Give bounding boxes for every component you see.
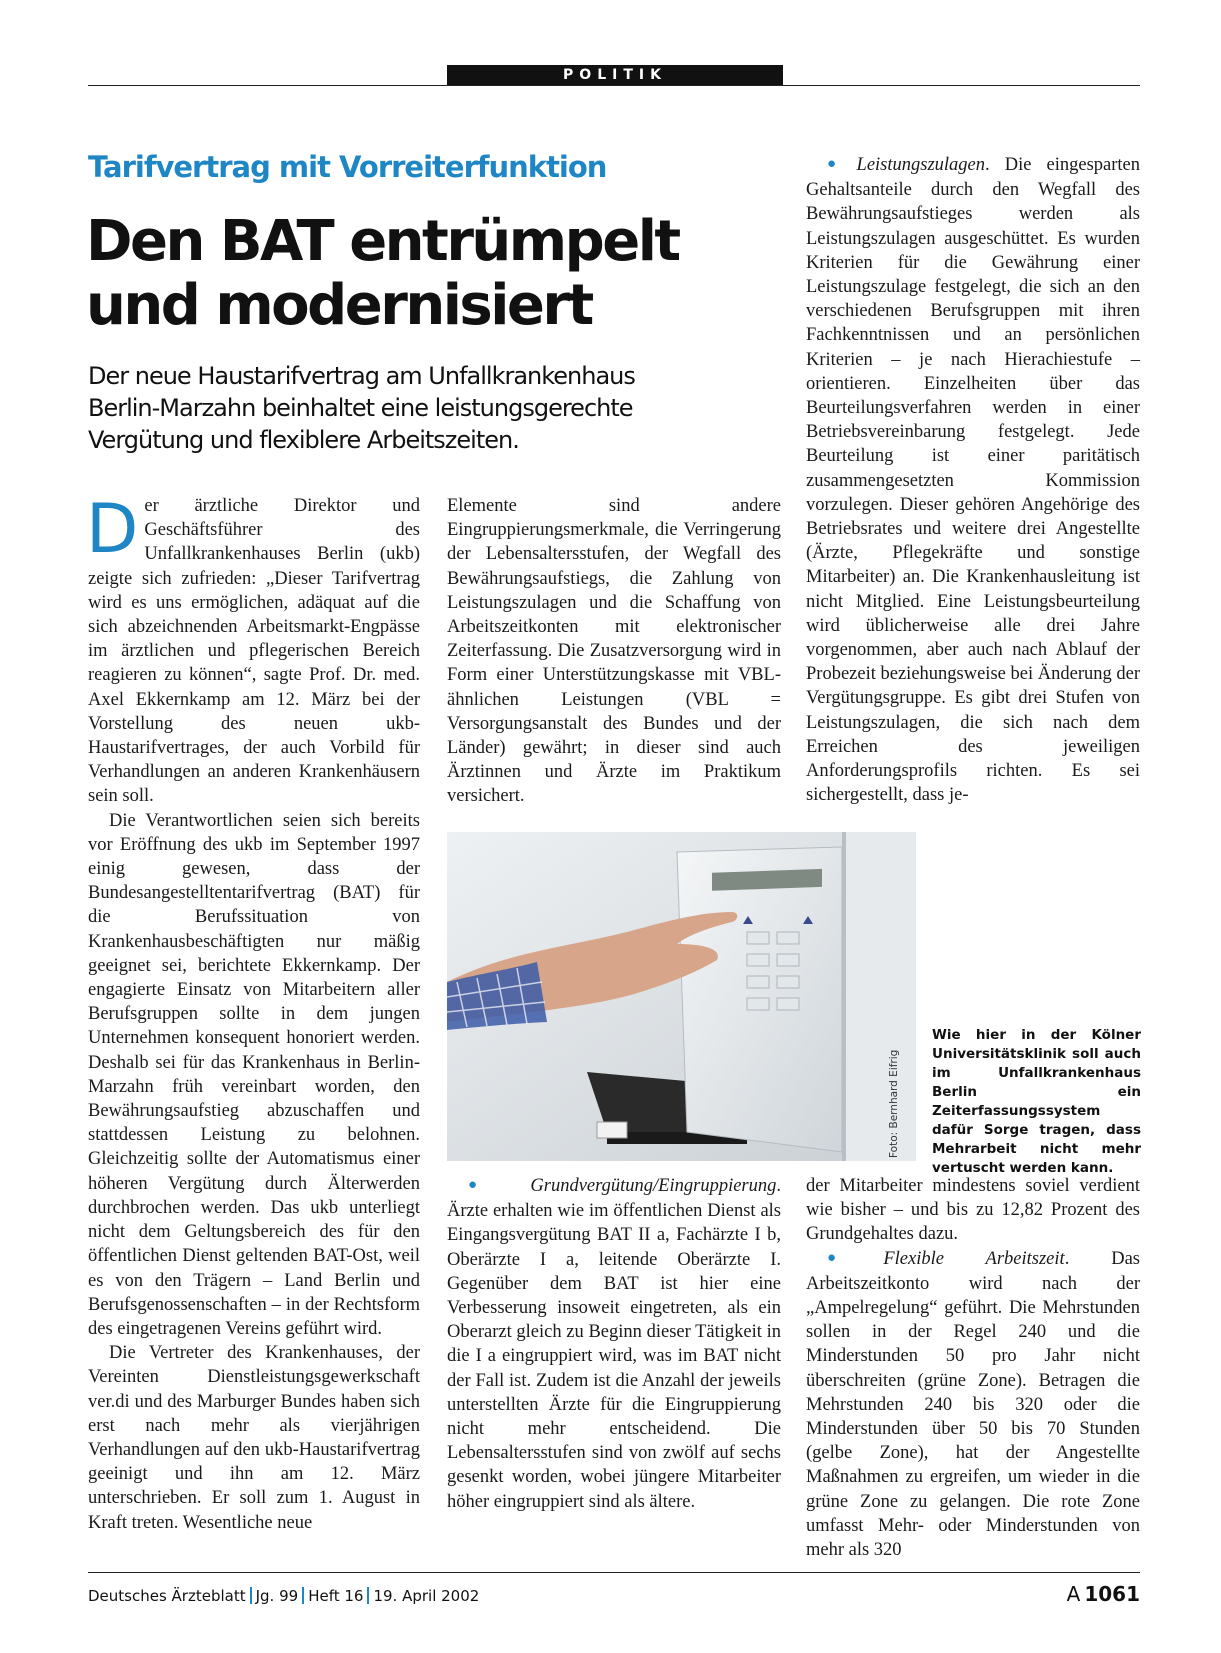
paragraph-grundverguetung: [447, 1174, 781, 1514]
section-label: POLITIK: [447, 65, 783, 85]
bullet-icon: ●: [827, 156, 847, 172]
separator: [250, 1587, 252, 1604]
subhead-label: Leistungszulagen: [856, 155, 986, 175]
subhead-label: Flexible Arbeitszeit: [883, 1248, 1065, 1269]
paragraph-text: . Das Arbeitszeitkonto wird nach der „Ampelregelung“ geführt. Die Mehrstunden sollen in der Regel 240 und die Minderstunden 50 pro Jahr nicht überschreiten (grüne Zone). Betragen die Mehrstunden 240 bis 320 oder die Minderstunden über 50 bis 70 Stunden (gelbe Zone), hat der Angestellte Maßnahmen zu ergreifen, um wieder in die grüne Zone zu gelangen. Die rote Zone umfasst Mehr- oder Minderstunden von mehr als 320: [806, 1248, 1140, 1561]
journal-issue: Heft 16: [308, 1587, 364, 1605]
lead-line-1: Der neue Haustarifvertrag am Unfallkrankenhaus: [88, 362, 635, 390]
column-3-top: [806, 153, 1140, 807]
photo-credit: Foto: Bernhard Eifrig: [888, 1049, 900, 1158]
footer-citation: [88, 1587, 479, 1605]
article-kicker: Tarifvertrag mit Vorreiterfunktion: [88, 150, 607, 184]
journal-name: Deutsches Ärzteblatt: [88, 1587, 246, 1605]
time-clock-photo: [447, 832, 916, 1161]
paragraph-text: . Ärzte erhalten wie im öffentlichen Dienst als Eingangsvergütung BAT II a, Fachärzte I b, Oberärzte I a, leitende Oberärzte I. Gegenüber dem BAT ist hier eine Verbesserung insoweit eingetreten, als ein Oberarzt gleich zu Beginn dieser Tätigkeit in die I a eingruppiert wird, was im BAT nicht der Fall ist. Zudem ist die Anzahl der jeweils unterstellten Ärzte für die Eingruppierung nicht mehr entscheidend. Die Lebensaltersstufen sind von zwölf auf sechs gesenkt worden, wobei jüngere Mitarbeiter höher eingruppiert sind als ältere.: [447, 1176, 781, 1512]
paragraph-leistungszulagen: [806, 153, 1140, 807]
headline-line-1: Den BAT entrümpelt: [86, 209, 679, 274]
column-2-top: [447, 494, 781, 809]
column-3-bottom: [806, 1174, 1140, 1562]
journal-date: 19. April 2002: [373, 1587, 480, 1605]
paragraph: Elemente sind andere Eingruppierungsmerkmale, die Verringerung der Lebensaltersstufen, der Wegfall des Bewährungsaufstiegs, die Zahlung von Leistungszulagen und die Schaffung von Arbeitszeitkonten mit elektronischer Zeiterfassung. Die Zusatzversorgung wird in Form einer Unterstützungskasse mit VBL-ähnlichen Leistungen (VBL = Versorgungsanstalt des Bundes und der Länder) gewährt; in dieser sind auch Ärztinnen und Ärzte im Praktikum versichert.: [447, 496, 781, 807]
header-rule: [88, 85, 1140, 86]
article-headline: [86, 210, 786, 338]
separator: [367, 1587, 369, 1604]
column-2-bottom: [447, 1174, 781, 1514]
column-1: [86, 490, 420, 1535]
headline-line-2: und modernisiert: [86, 273, 592, 338]
journal-volume: Jg. 99: [255, 1587, 299, 1605]
page-prefix: A: [1066, 1582, 1081, 1606]
paragraph: der Mitarbeiter mindestens soviel verdient wie bisher – und bis zu 12,82 Prozent des Grundgehaltes dazu.: [806, 1176, 1140, 1245]
article-lead: [88, 360, 788, 456]
photo-caption: Wie hier in der Kölner Universitätsklinik soll auch im Unfallkrankenhaus Berlin ein Zeiterfassungssystem dafür Sorge tragen, dass Mehrarbeit nicht mehr vertuscht werden kann.: [932, 1027, 1141, 1176]
subhead-label: Grundvergütung/Eingruppierung: [530, 1176, 777, 1196]
paragraph-intro: [86, 490, 420, 809]
paragraph-flexible-arbeitszeit: [806, 1247, 1140, 1563]
lead-line-2: Berlin-Marzahn beinhaltet eine leistungsgerechte: [88, 394, 633, 422]
article-photo: [447, 832, 916, 1161]
page-number: [1067, 1582, 1140, 1606]
lead-line-3: Vergütung und flexiblere Arbeitszeiten.: [88, 426, 519, 454]
paragraph-intro-text: er ärztliche Direktor und Geschäftsführer des Unfallkrankenhauses Berlin (ukb) zeigte sich zufrieden: „Dieser Tarifvertrag wird es uns ermöglichen, adäquat auf die sich abzeichnenden Arbeitsmarkt-Engpässe im ärztlichen und pflegerischen Bereich reagieren zu können“, sagte Prof. Dr. med. Axel Ekkernkamp am 12. März bei der Vorstellung des neuen ukb-Haustarifvertrages, der auch Vorbild für Verhandlungen an anderen Krankenhäusern sein soll.: [88, 496, 420, 807]
bullet-icon: ●: [468, 1177, 521, 1193]
paragraph: Die Vertreter des Krankenhauses, der Vereinten Dienstleistungsgewerkschaft ver.di und des Marburger Bundes haben sich erst nach mehr als vierjährigen Verhandlungen auf den ukb-Haustarifvertrag geeinigt und ihn am 12. März unterschrieben. Er soll zum 1. August in Kraft treten. Wesentliche neue: [88, 1343, 420, 1533]
paragraph-text: . Die eingesparten Gehaltsanteile durch den Wegfall des Bewährungsaufstieges werden als Leistungszulagen ausgeschüttet. Es wurden Kriterien für die Gewährung einer Leistungszulage festgelegt, die sich an den verschiedenen Berufsgruppen mit ihren Fachkenntnissen und an persönlichen Kriterien – je nach Hierachiestufe – orientieren. Einzelheiten über das Beurteilungsverfahren werden in einer Betriebsvereinbarung festgelegt. Jede Beurteilung ist einer paritätisch zusammengesetzten Kommission vorzulegen. Dieser gehören Angehörige des Betriebsrates und weitere drei Angestellte (Ärzte, Pflegekräfte und sonstige Mitarbeiter) an. Die Krankenhausleitung ist nicht Mitglied. Eine Leistungsbeurteilung wird üblicherweise alle drei Jahre vorgenommen, aber auch nach Ablauf der Probezeit beziehungsweise bei Änderung der Vergütungsgruppe. Es gibt drei Stufen von Leistungszulagen, die sich nach dem Erreichen des jeweiligen Anforderungsprofils richten. Es sei sichergestellt, dass je-: [806, 155, 1141, 806]
paragraph: Die Verantwortlichen seien sich bereits vor Eröffnung des ukb im September 1997 einig gewesen, dass der Bundesangestelltentarifvertrag (BAT) für die Berufssituation von Krankenhausbeschäftigten nur mäßig geeignet sei, berichtete Ekkernkamp. Der engagierte Einsatz von Mitarbeitern aller Berufsgruppen sollte in dem jungen Unternehmen konsequent honoriert werden. Deshalb sei für das Krankenhaus in Berlin-Marzahn früh vereinbart worden, den Bewährungsaufstieg abzuschaffen und stattdessen Leistung zu belohnen. Gleichzeitig sollte der Automatismus einer höheren Vergütung durch Älterwerden durchbrochen werden. Das ukb unterliegt nicht dem Geltungsbereich des für den öffentlichen Dienst geltenden BAT-Ost, weil es von den Trägern – Land Berlin und Berufsgenossenschaften – in der Rechtsform des eingetragenen Vereins geführt wird.: [88, 810, 420, 1339]
bullet-icon: ●: [827, 1249, 874, 1266]
page-number-value: 1061: [1084, 1582, 1140, 1606]
footer-rule: [88, 1572, 1140, 1573]
drop-cap: D: [86, 490, 139, 569]
separator: [302, 1587, 304, 1604]
